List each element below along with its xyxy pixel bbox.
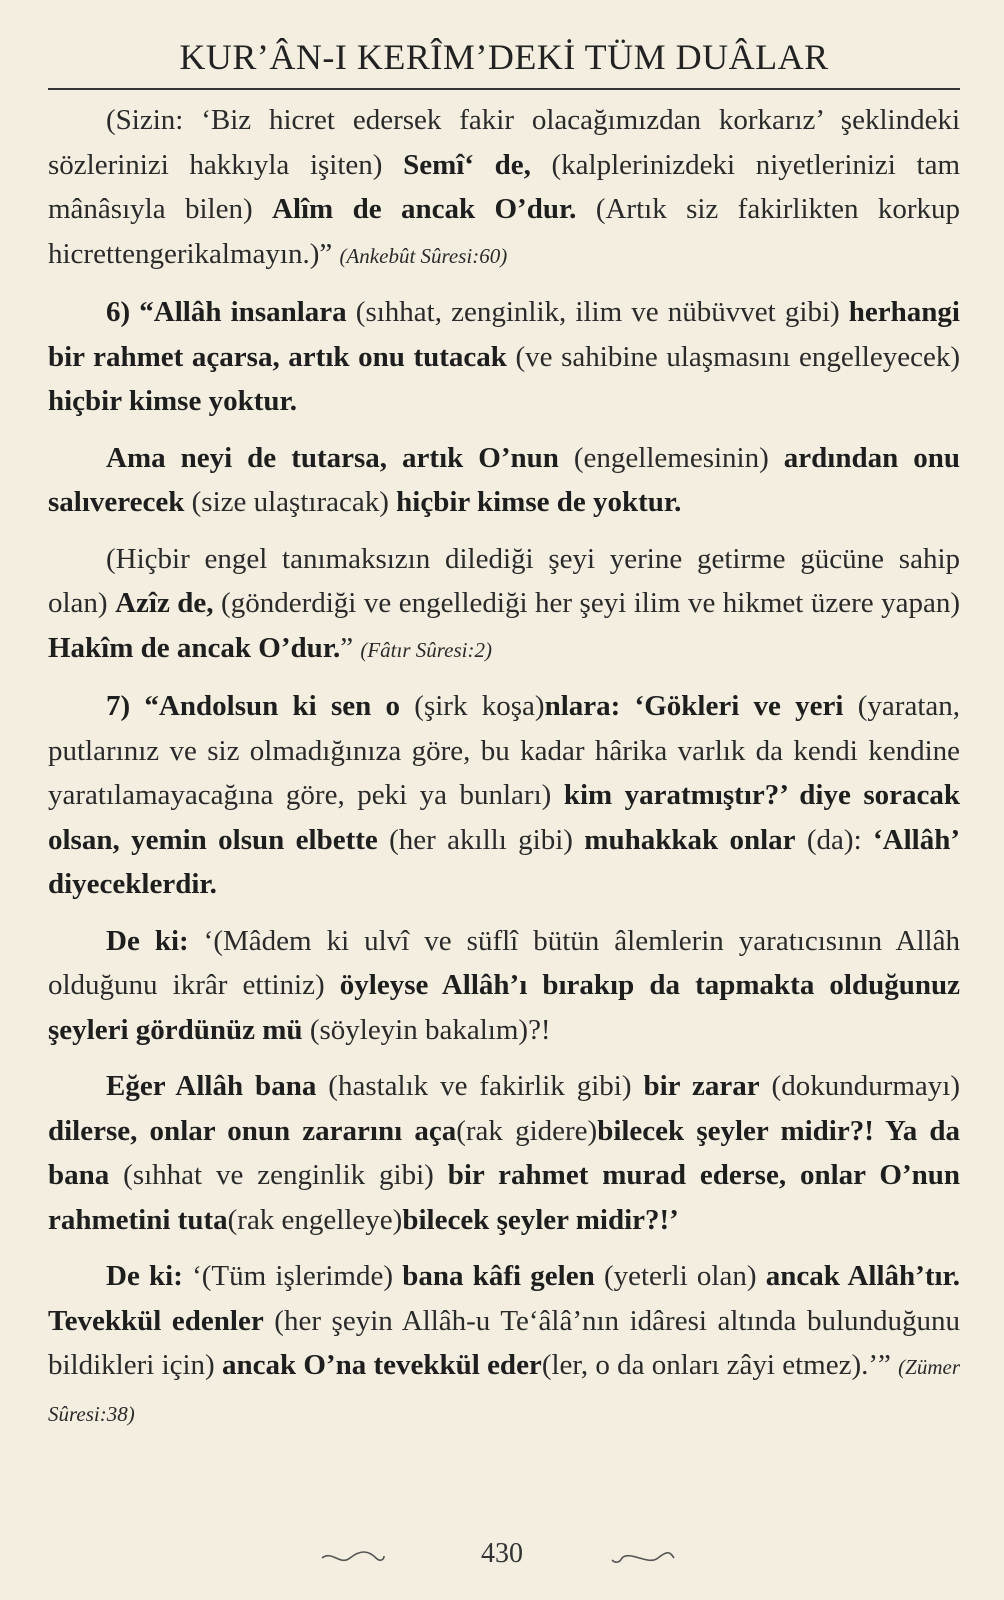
- text-run: (engellemesinin): [558, 441, 784, 474]
- bold-text-run: bilecek şeyler midir?!’: [402, 1203, 679, 1236]
- paragraph: [48, 537, 960, 673]
- text-run: (şirk koşa): [400, 690, 545, 722]
- text-run: (rak engelleye): [227, 1203, 403, 1236]
- paragraph: [48, 1254, 960, 1436]
- paragraph: [48, 290, 960, 424]
- bold-text-run: hiçbir kimse de yoktur.: [396, 486, 682, 518]
- paragraph: [48, 1064, 960, 1242]
- text-run: (söyleyin bakalım)?!: [302, 1013, 551, 1046]
- text-run: (ler, o da onları zâyi etmez).’”: [541, 1349, 899, 1381]
- bold-text-run: 6) “Allâh insanlara: [106, 296, 347, 328]
- text-run: (yaratan, putlarınız ve siz olmadığınıza göre, bu kadar hârika varlık da kendi kendine yaratılamayacağına göre, peki ya bunları): [48, 690, 960, 811]
- bold-text-run: Eğer Allâh bana: [106, 1070, 317, 1102]
- page-footer: [0, 1538, 1004, 1578]
- page-body: [48, 98, 960, 1448]
- bold-text-run: öyleyse Allâh’ı bırakıp da tapmakta olduğunuz şeyleri gördünüz mü: [48, 969, 960, 1046]
- right-ornament-icon: [608, 1548, 678, 1568]
- sura-reference: (Zümer Sûresi:38): [48, 1355, 961, 1426]
- text-run: (ve sahibine ulaşmasını engelleyecek): [506, 340, 960, 373]
- left-ornament-icon: [318, 1548, 388, 1568]
- bold-text-run: hiçbir kimse yoktur.: [48, 385, 297, 417]
- bold-text-run: ‘Allâh’ diyeceklerdir.: [48, 823, 961, 900]
- text-run: (dokundurmayı): [759, 1070, 961, 1102]
- text-run: (size ulaştıracak): [184, 486, 397, 518]
- bold-text-run: 7) “Andolsun ki sen o: [106, 690, 401, 722]
- text-run: (gönderdiği ve engellediği her şeyi ilim ve hikmet üzere yapan): [213, 587, 960, 619]
- bold-text-run: De ki:: [106, 1260, 183, 1292]
- text-run: (yeterli olan): [594, 1260, 766, 1292]
- bold-text-run: ardından onu salıverecek: [48, 441, 961, 518]
- bold-text-run: bir rahmet murad ederse, onlar O’nun rahmetini tuta: [48, 1159, 960, 1236]
- running-header: KUR’ÂN-I KERÎM’DEKİ TÜM DUÂLAR: [179, 37, 829, 77]
- paragraph: [48, 919, 960, 1053]
- bold-text-run: Ama neyi de tutarsa, artık O’nun: [106, 441, 559, 474]
- bold-text-run: Hakîm de ancak O’dur.: [48, 631, 341, 664]
- paragraph: [48, 684, 960, 907]
- bold-text-run: dilerse, onlar onun zararını açа: [48, 1114, 457, 1147]
- text-run: (her şeyin Allâh-u Te‘âlâ’nın idâresi altında bulunduğunu bildikleri için): [48, 1304, 960, 1381]
- bold-text-run: ancak Allâh’tır. Tevekkül edenler: [48, 1260, 960, 1337]
- bold-text-run: bana kâfi gelen: [402, 1260, 595, 1292]
- bold-text-run: bir zarar: [643, 1070, 760, 1102]
- bold-text-run: kim yaratmıştır?’ diye soracak olsan, yemin olsun elbette: [48, 779, 960, 856]
- bold-text-run: herhangi bir rahmet açarsa, artık onu tutacak: [48, 296, 960, 373]
- text-run: (kalplerinizdeki niyetlerinizi tam mânâsıyla bilen): [48, 148, 960, 225]
- text-run: (her akıllı gibi): [377, 823, 585, 856]
- text-run: (sıhhat, zenginlik, ilim ve nübüvvet gibi): [346, 296, 849, 328]
- text-run: (hastalık ve fakirlik gibi): [316, 1070, 644, 1102]
- text-run: (Artık siz fakirlikten korkup hicrettengerikalmayın.)”: [48, 193, 961, 270]
- page-number: 430: [481, 1538, 523, 1569]
- sura-reference: (Fâtır Sûresi:2): [360, 637, 492, 662]
- text-run: ‘(Mâdem ki ulvî ve süflî bütün âlemlerin yaratıcısının Allâh olduğunu ikrâr ettiniz): [48, 924, 960, 1001]
- text-run: ‘(Tüm işlerimde): [182, 1260, 403, 1292]
- bold-text-run: bilecek şeyler midir?! Ya da bana: [48, 1114, 960, 1191]
- text-run: (Sizin: ‘Biz hicret edersek fakir olacağımızdan korkarız’ şeklindeki sözlerinizi hakkıyla işiten): [48, 104, 960, 181]
- bold-text-run: Semî‘ de,: [403, 148, 531, 181]
- paragraph: [48, 436, 960, 525]
- text-run: (sıhhat ve zenginlik gibi): [109, 1159, 448, 1191]
- sura-reference: (Ankebût Sûresi:60): [339, 243, 508, 268]
- text-run: (da):: [795, 823, 874, 856]
- text-run: (rak gidere): [456, 1114, 598, 1147]
- bold-text-run: De ki:: [106, 924, 189, 957]
- header-rule: [48, 88, 960, 90]
- text-run: ”: [340, 631, 361, 664]
- bold-text-run: nlara: ‘Gökleri ve yeri: [544, 690, 844, 722]
- bold-text-run: ancak O’na tevekkül eder: [221, 1349, 542, 1381]
- bold-text-run: muhakkak onlar: [584, 823, 796, 856]
- bold-text-run: Alîm de ancak O’dur.: [272, 193, 577, 225]
- text-run: (Hiçbir engel tanımaksızın dilediği şeyi yerine getirme gücüne sahip olan): [48, 542, 960, 619]
- bold-text-run: Azîz de,: [115, 587, 214, 619]
- paragraph: [48, 98, 960, 278]
